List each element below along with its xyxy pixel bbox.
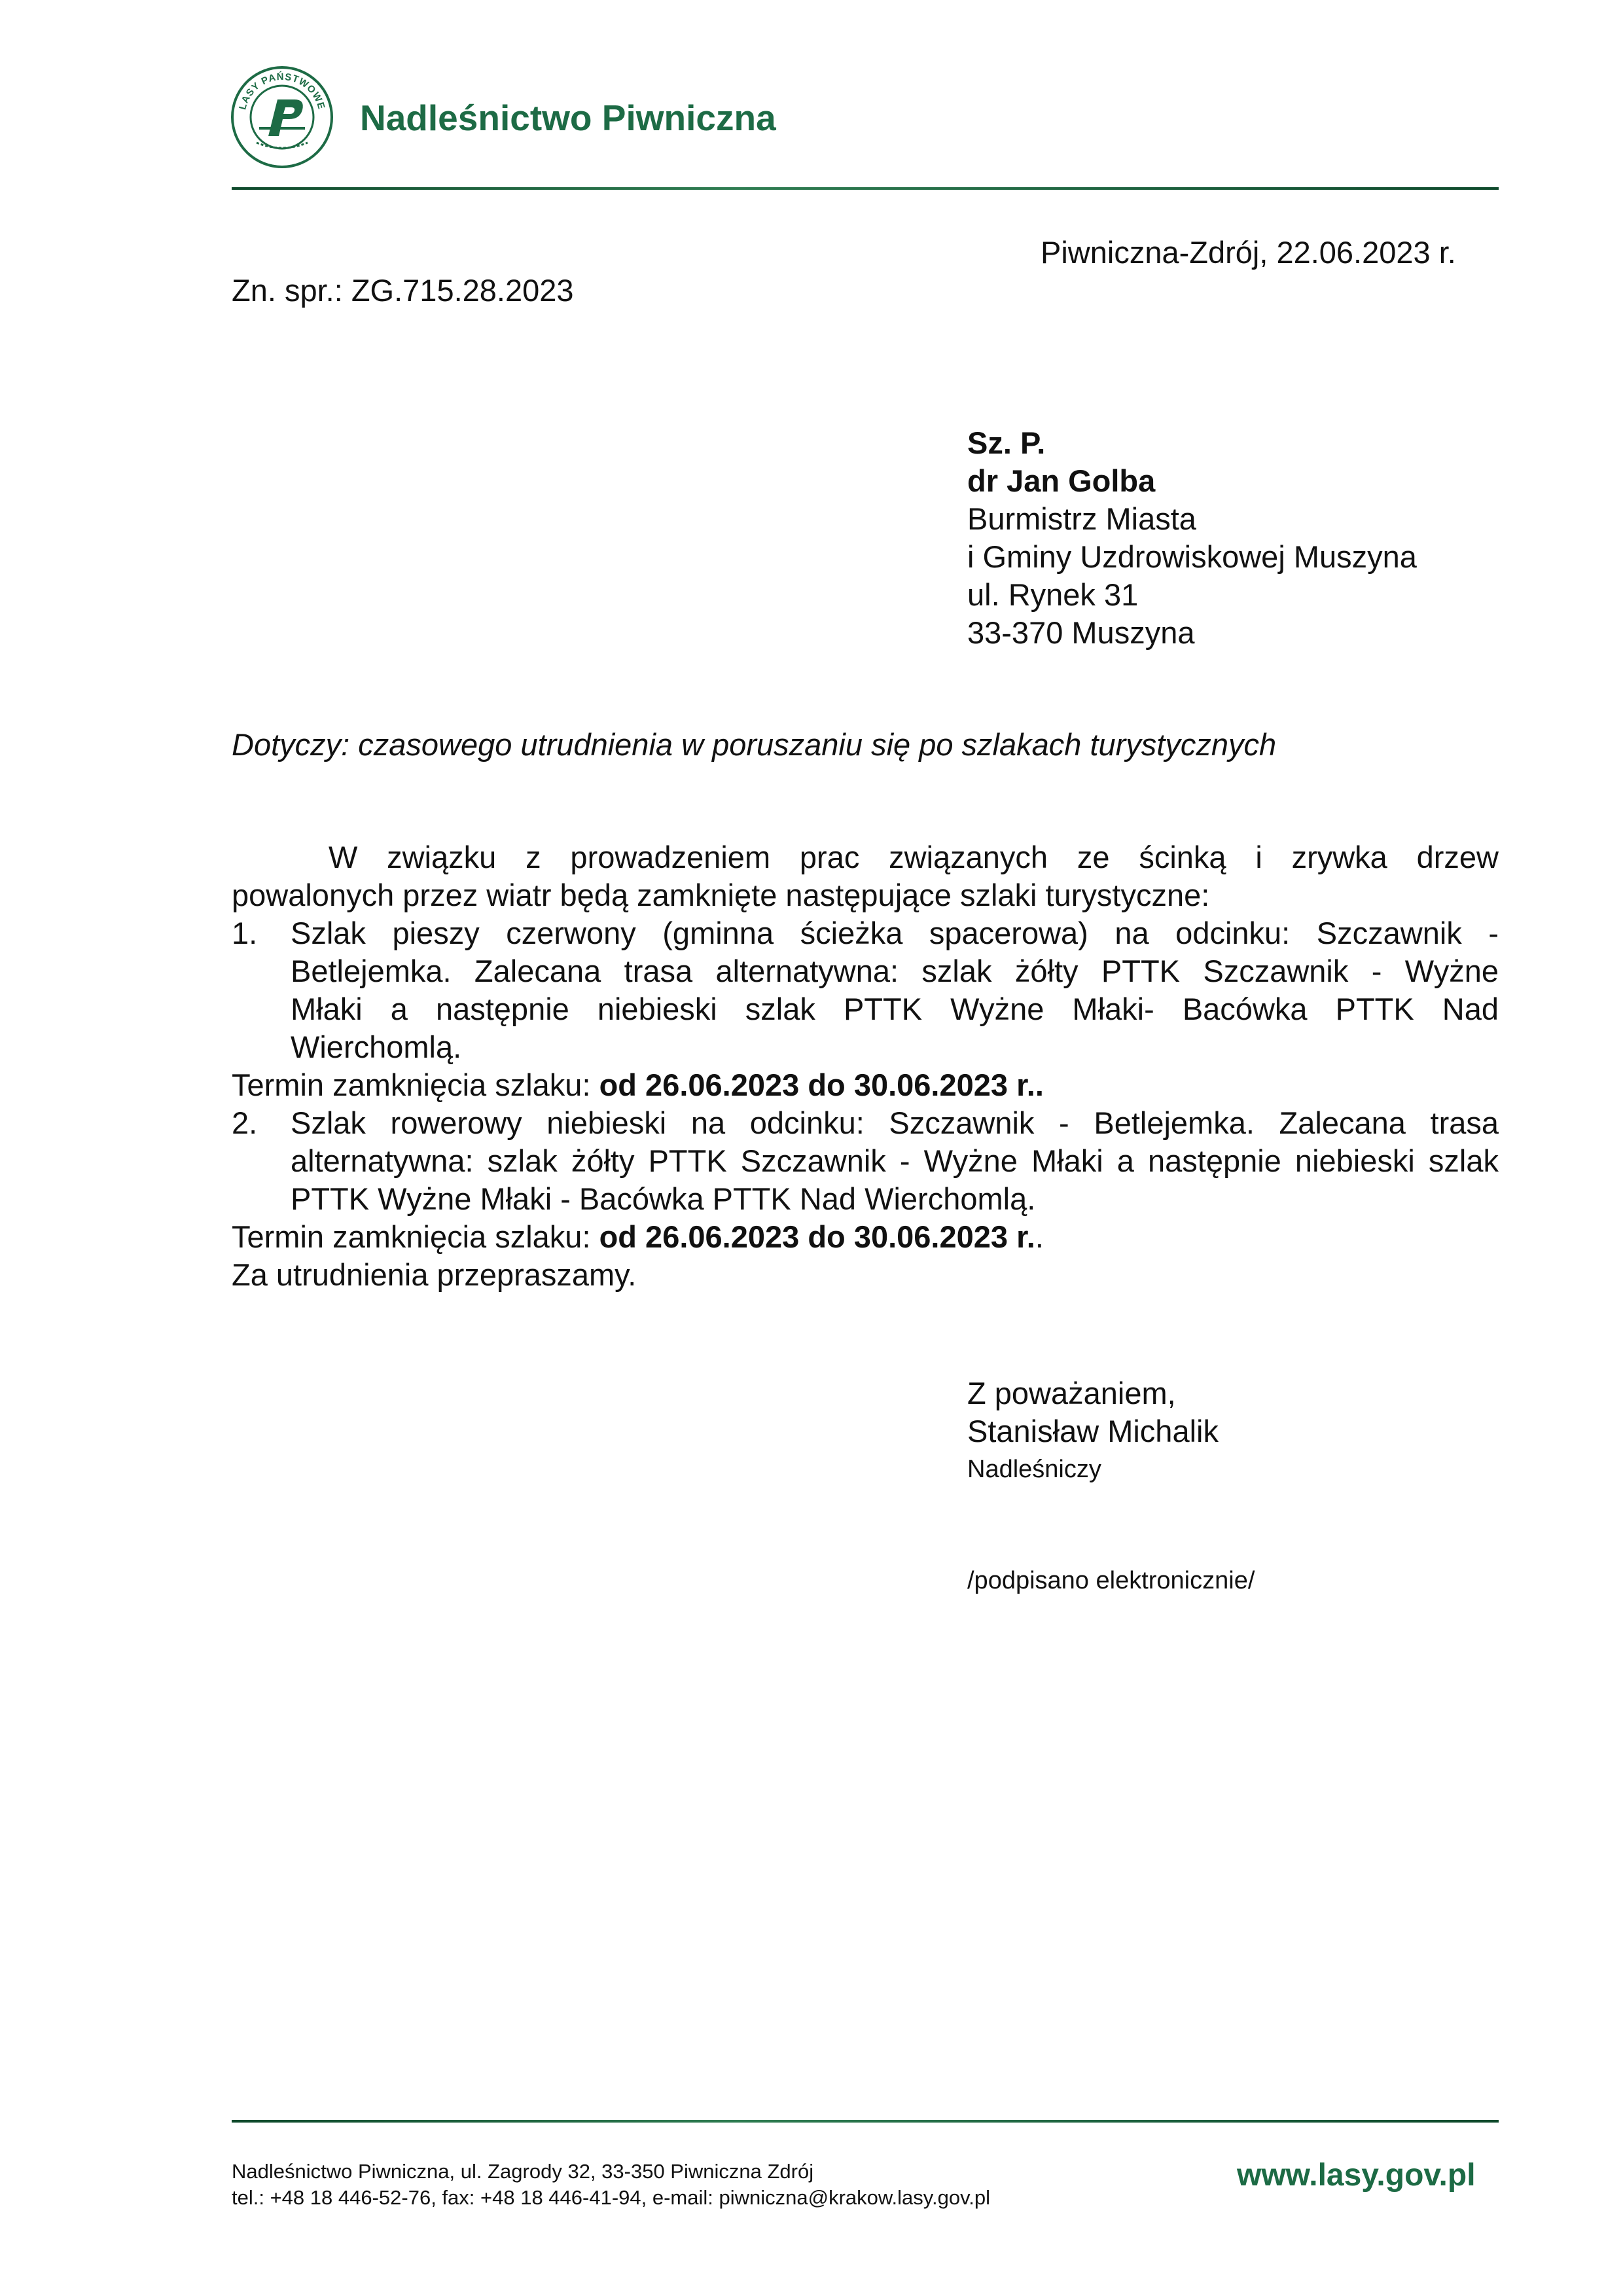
lasy-panstwowe-logo bbox=[230, 65, 334, 169]
list-item-1-line3: Młaki a następnie niebieski szlak PTTK Wyżne Młaki- Bacówka PTTK Nad bbox=[291, 992, 1499, 1026]
organization-name: Nadleśnictwo Piwniczna bbox=[360, 98, 776, 138]
recipient-salutation: Sz. P. bbox=[967, 425, 1046, 460]
signer-title: Nadleśniczy bbox=[967, 1456, 1101, 1483]
list-item-2-line2: alternatywna: szlak żółty PTTK Szczawnik - Wyżne Młaki a następnie niebieski szlak bbox=[291, 1143, 1499, 1178]
intro-line-2: powalonych przez wiatr będą zamknięte następujące szlaki turystyczne: bbox=[232, 878, 1210, 912]
list-item-2-line3: PTTK Wyżne Młaki - Bacówka PTTK Nad Wierchomlą. bbox=[291, 1181, 1036, 1216]
list-item-1-number: 1. bbox=[232, 916, 258, 950]
header-divider bbox=[232, 187, 1499, 190]
footer-website-link[interactable]: www.lasy.gov.pl bbox=[1237, 2158, 1476, 2193]
closure-term-1-label: Termin zamknięcia szlaku: bbox=[232, 1067, 599, 1102]
closing-block bbox=[967, 1374, 1219, 1488]
electronic-signature-note: /podpisano elektronicznie/ bbox=[967, 1567, 1255, 1594]
list-item-1 bbox=[232, 914, 1499, 1066]
list-item-2-line1: Szlak rowerowy niebieski na odcinku: Szczawnik - Betlejemka. Zalecana trasa bbox=[291, 1105, 1499, 1140]
recipient-street: ul. Rynek 31 bbox=[967, 577, 1139, 612]
recipient-name: dr Jan Golba bbox=[967, 463, 1156, 498]
list-item-2 bbox=[232, 1104, 1499, 1218]
reference-number: Zn. spr.: ZG.715.28.2023 bbox=[232, 273, 574, 308]
recipient-position-line2: i Gminy Uzdrowiskowej Muszyna bbox=[967, 539, 1417, 574]
list-item-1-line2: Betlejemka. Zalecana trasa alternatywna: szlak żółty PTTK Szczawnik - Wyżne bbox=[291, 954, 1499, 988]
svg-text:LASY PAŃSTWOWE: LASY PAŃSTWOWE bbox=[237, 71, 327, 111]
closure-term-2-suffix: . bbox=[1035, 1219, 1044, 1254]
list-item-2-number: 2. bbox=[232, 1105, 258, 1140]
place-and-date: Piwniczna-Zdrój, 22.06.2023 r. bbox=[1041, 235, 1456, 270]
recipient-city: 33-370 Muszyna bbox=[967, 615, 1195, 650]
letter-subject: Dotyczy: czasowego utrudnienia w poruszaniu się po szlakach turystycznych bbox=[232, 727, 1277, 762]
closing-regards: Z poważaniem, bbox=[967, 1376, 1176, 1410]
signer-name: Stanisław Michalik bbox=[967, 1414, 1219, 1448]
closure-term-2-label: Termin zamknięcia szlaku: bbox=[232, 1219, 599, 1254]
list-item-1-line4: Wierchomlą. bbox=[291, 1030, 462, 1064]
footer-divider bbox=[232, 2120, 1499, 2123]
recipient-address-block bbox=[967, 424, 1417, 652]
closure-term-1-dates: od 26.06.2023 do 30.06.2023 r.. bbox=[599, 1067, 1044, 1102]
intro-line-1: W związku z prowadzeniem prac związanych ze ścinką i zrywka drzew bbox=[329, 840, 1499, 874]
list-item-1-line1: Szlak pieszy czerwony (gminna ścieżka spacerowa) na odcinku: Szczawnik - bbox=[291, 916, 1499, 950]
footer-address-line1: Nadleśnictwo Piwniczna, ul. Zagrody 32, 33-350 Piwniczna Zdrój bbox=[232, 2160, 814, 2183]
recipient-position-line1: Burmistrz Miasta bbox=[967, 501, 1196, 536]
closure-term-1 bbox=[232, 1066, 1499, 1104]
closure-term-2-dates: od 26.06.2023 do 30.06.2023 r. bbox=[599, 1219, 1035, 1254]
footer-address-line2: tel.: +48 18 446-52-76, fax: +48 18 446-41-94, e-mail: piwniczna@krakow.lasy.gov.pl bbox=[232, 2186, 991, 2209]
footer-contact bbox=[232, 2159, 990, 2211]
letter-body bbox=[232, 838, 1499, 1294]
apology-line: Za utrudnienia przepraszamy. bbox=[232, 1257, 637, 1292]
closure-term-2 bbox=[232, 1218, 1499, 1256]
